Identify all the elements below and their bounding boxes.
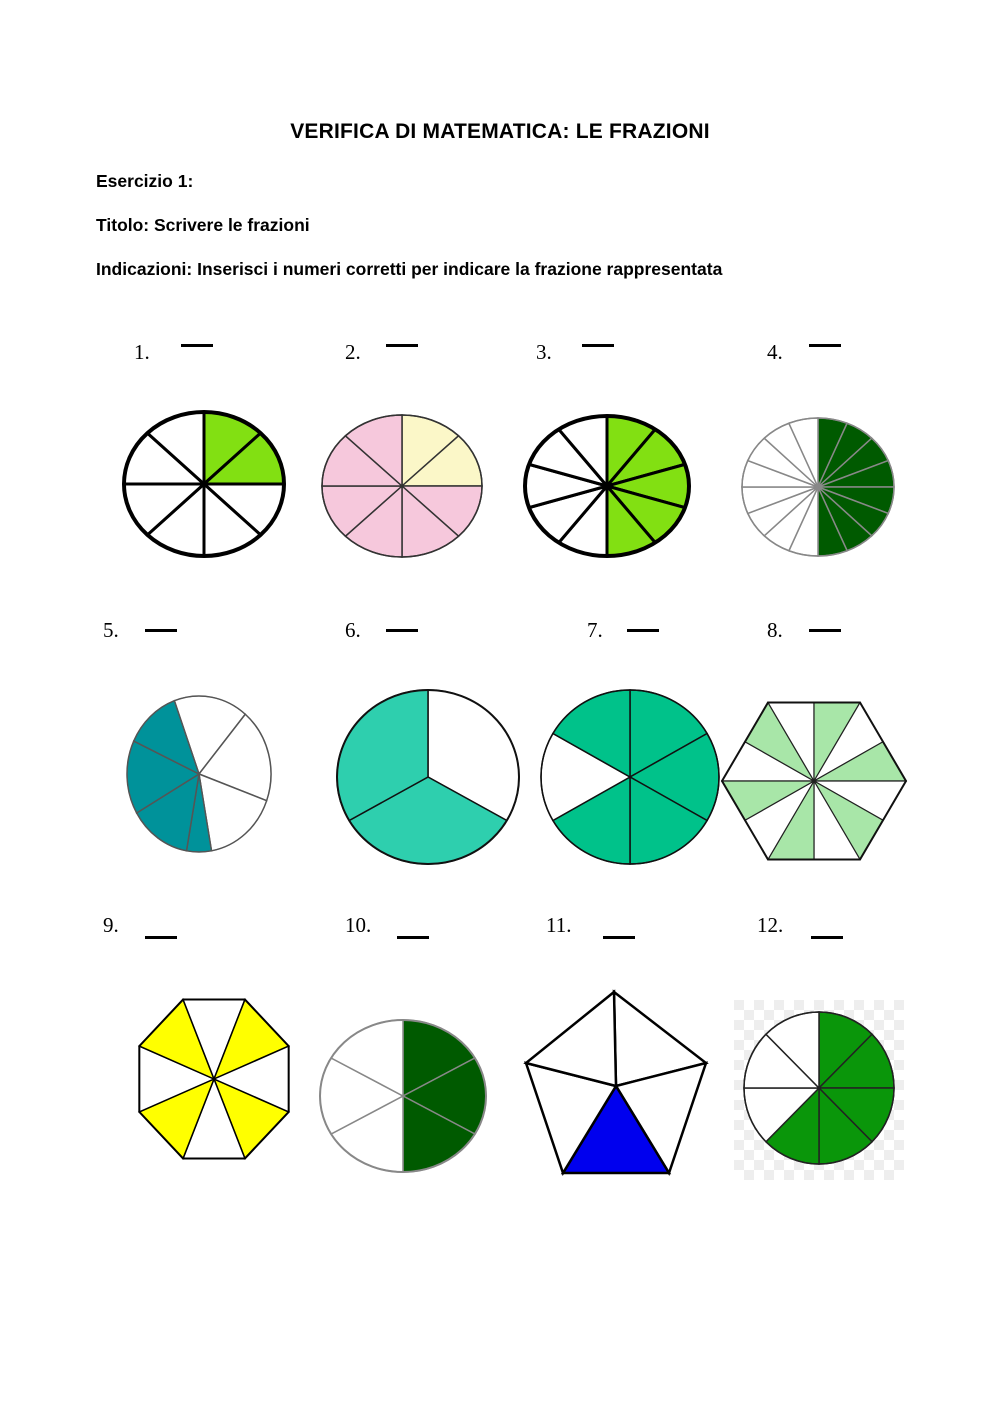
answer-blank-12[interactable] xyxy=(811,936,843,939)
answer-blank-2[interactable] xyxy=(386,344,418,347)
fraction-figure-10 xyxy=(316,1017,492,1175)
item-number-7: 7. xyxy=(587,618,603,642)
item-number-10: 10. xyxy=(345,913,372,937)
fraction-figure-11 xyxy=(520,988,712,1178)
item-number-2: 2. xyxy=(345,340,361,364)
answer-blank-10[interactable] xyxy=(397,936,429,939)
item-number-6: 6. xyxy=(345,618,361,642)
item-number-12: 12. xyxy=(757,913,784,937)
item-number-8: 8. xyxy=(767,618,783,642)
fraction-figure-4 xyxy=(737,413,899,561)
exercise-label: Esercizio 1: xyxy=(96,171,194,191)
answer-blank-1[interactable] xyxy=(181,344,213,347)
fraction-figure-9 xyxy=(134,992,294,1166)
answer-blank-11[interactable] xyxy=(603,936,635,939)
page-title: VERIFICA DI MATEMATICA: LE FRAZIONI xyxy=(290,120,710,143)
fraction-figure-3 xyxy=(520,410,695,562)
fraction-figure-1 xyxy=(118,405,290,563)
answer-blank-4[interactable] xyxy=(809,344,841,347)
answer-blank-8[interactable] xyxy=(809,629,841,632)
fraction-figure-12 xyxy=(734,1000,904,1178)
answer-blank-3[interactable] xyxy=(582,344,614,347)
item-number-11: 11. xyxy=(546,913,572,937)
answer-blank-9[interactable] xyxy=(145,936,177,939)
fraction-figure-2 xyxy=(316,410,488,562)
item-number-5: 5. xyxy=(103,618,119,642)
exercise-heading: Titolo: Scrivere le frazioni xyxy=(96,215,310,235)
fraction-figure-8 xyxy=(720,690,908,872)
fraction-figure-5 xyxy=(120,692,278,856)
item-number-9: 9. xyxy=(103,913,119,937)
answer-blank-7[interactable] xyxy=(627,629,659,632)
fraction-figure-7 xyxy=(537,687,723,867)
item-number-1: 1. xyxy=(134,340,150,364)
fraction-figure-6 xyxy=(333,687,523,867)
answer-blank-6[interactable] xyxy=(386,629,418,632)
answer-blank-5[interactable] xyxy=(145,629,177,632)
exercise-instructions: Indicazioni: Inserisci i numeri corretti per indicare la frazione rappresentata xyxy=(96,259,723,279)
item-number-3: 3. xyxy=(536,340,552,364)
item-number-4: 4. xyxy=(767,340,783,364)
